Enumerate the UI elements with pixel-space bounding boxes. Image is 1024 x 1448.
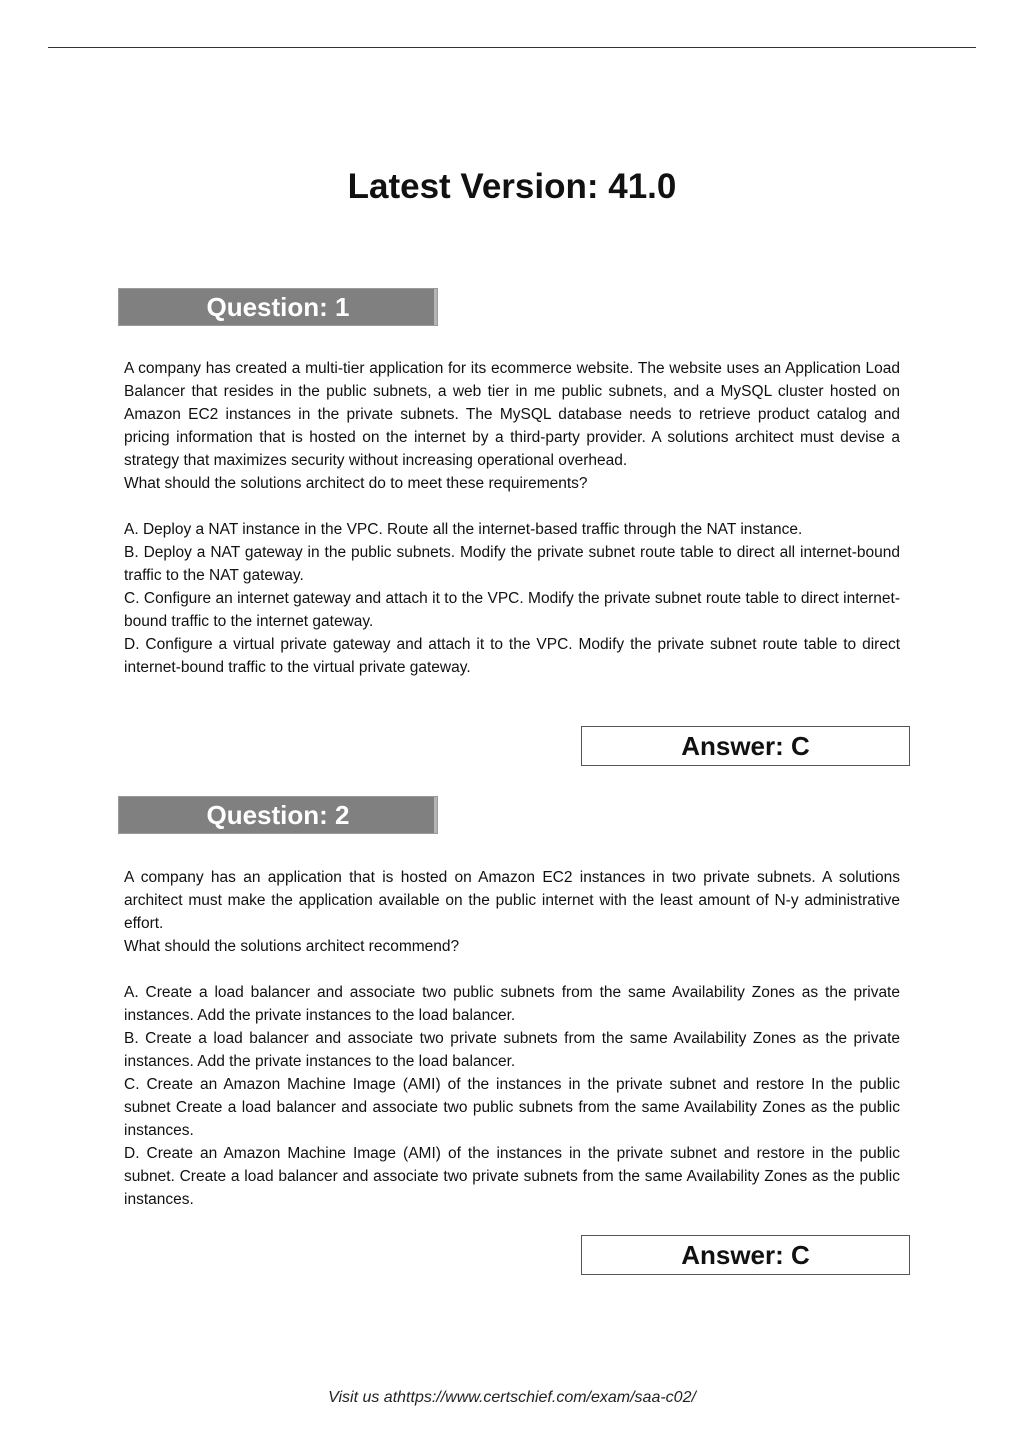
question-1-option-a: A. Deploy a NAT instance in the VPC. Route all the internet-based traffic through the NAT instance. — [124, 521, 803, 538]
question-2-body — [124, 866, 900, 1211]
question-2-option-a: A. Create a load balancer and associate two public subnets from the same Availability Zones as the private instances. Add the private instances to the load balancer. — [124, 984, 900, 1024]
question-2-stem: A company has an application that is hosted on Amazon EC2 instances in two private subnets. A solutions architect must make the application available on the public internet with the least amount of N-y administrative effort. — [124, 869, 900, 932]
question-2-option-c: C. Create an Amazon Machine Image (AMI) of the instances in the private subnet and restore In the public subnet Create a load balancer and associate two public subnets from the same Availability Zones as the public instances. — [124, 1076, 900, 1139]
question-2-header: Question: 2 — [118, 796, 438, 834]
page-title: Latest Version: 41.0 — [347, 167, 677, 206]
question-2-option-b: B. Create a load balancer and associate two private subnets from the same Availability Zones as the private instances. Add the private instances to the load balancer. — [124, 1030, 900, 1070]
top-divider — [48, 47, 976, 48]
question-1-header: Question: 1 — [118, 288, 438, 326]
question-1-body — [124, 357, 900, 679]
question-1-option-b: B. Deploy a NAT gateway in the public subnets. Modify the private subnet route table to direct all internet-bound traffic to the NAT gateway. — [124, 544, 900, 584]
question-1-option-d: D. Configure a virtual private gateway and attach it to the VPC. Modify the private subnet route table to direct internet-bound traffic to the virtual private gateway. — [124, 636, 900, 676]
question-2-answer: Answer: C — [581, 1235, 910, 1275]
question-1-prompt: What should the solutions architect do to meet these requirements? — [124, 475, 588, 492]
question-1-option-c: C. Configure an internet gateway and attach it to the VPC. Modify the private subnet route table to direct internet-bound traffic to the internet gateway. — [124, 590, 900, 630]
footer-link-text: Visit us athttps://www.certschief.com/exam/saa-c02/ — [328, 1389, 696, 1406]
question-1-answer: Answer: C — [581, 726, 910, 766]
question-2-prompt: What should the solutions architect recommend? — [124, 938, 460, 955]
question-1-stem: A company has created a multi-tier application for its ecommerce website. The website uses an Application Load Balancer that resides in the public subnets, a web tier in me public subnets, and a MySQL cluster hosted on Amazon EC2 instances in the private subnets. The MySQL database needs to retrieve product catalog and pricing information that is hosted on the internet by a third-party provider. A solutions architect must devise a strategy that maximizes security without increasing operational overhead. — [124, 360, 900, 469]
question-2-option-d: D. Create an Amazon Machine Image (AMI) of the instances in the private subnet and restore in the public subnet. Create a load balancer and associate two private subnets from the same Availability Zones as the public instances. — [124, 1145, 900, 1208]
